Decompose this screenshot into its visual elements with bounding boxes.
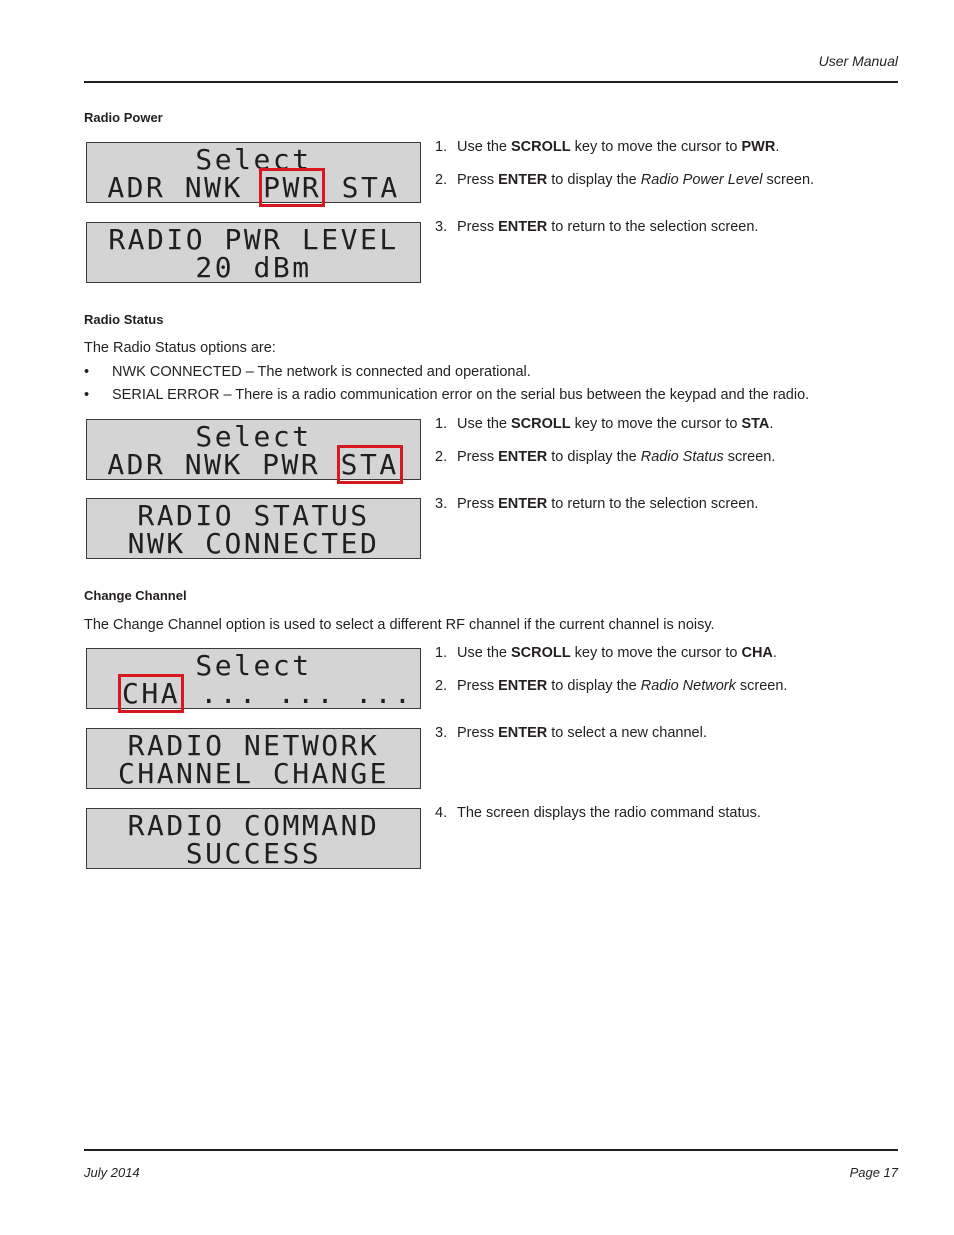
lcd-text: ... ... ... bbox=[181, 677, 414, 710]
lcd-line-1: RADIO COMMAND bbox=[127, 809, 380, 842]
lcd-line-2: SUCCESS bbox=[185, 837, 322, 870]
step-item: 3. Press ENTER to select a new channel. bbox=[435, 725, 707, 741]
list-item: • SERIAL ERROR – There is a radio communication error on the serial bus between the keypad and the radio. bbox=[84, 387, 810, 403]
step-item: 1. Use the SCROLL key to move the cursor to PWR. bbox=[435, 139, 780, 155]
header-rule bbox=[84, 81, 898, 83]
lcd-line-1: Select bbox=[195, 420, 312, 453]
list-item: • NWK CONNECTED – The network is connected and operational. bbox=[84, 364, 531, 380]
step-item: 1. Use the SCROLL key to move the cursor to CHA. bbox=[435, 645, 777, 661]
cursor-highlight-cha: CHA bbox=[122, 677, 181, 710]
lcd-line-1: RADIO PWR LEVEL bbox=[108, 223, 399, 256]
footer-date: July 2014 bbox=[84, 1165, 140, 1180]
lcd-screen-select-pwr bbox=[86, 142, 421, 203]
cursor-highlight-pwr: PWR bbox=[263, 171, 322, 204]
lcd-line-1: RADIO STATUS bbox=[137, 499, 370, 532]
lcd-screen-select-sta bbox=[86, 419, 421, 480]
paragraph-intro: The Radio Status options are: bbox=[84, 340, 276, 356]
document-header-title: User Manual bbox=[818, 53, 898, 69]
lcd-line-2 bbox=[87, 171, 420, 204]
section-title-radio-status: Radio Status bbox=[84, 312, 164, 327]
lcd-screen-radio-status bbox=[86, 498, 421, 559]
step-item: 3. Press ENTER to return to the selection screen. bbox=[435, 219, 759, 235]
lcd-line-1: Select bbox=[195, 649, 312, 682]
lcd-text: ADR NWK PWR bbox=[107, 448, 340, 481]
lcd-text: ADR NWK bbox=[107, 171, 263, 204]
lcd-line-2 bbox=[87, 448, 420, 481]
step-item: 2. Press ENTER to display the Radio Status screen. bbox=[435, 449, 776, 465]
lcd-screen-radio-pwr-level bbox=[86, 222, 421, 283]
lcd-line-2: NWK CONNECTED bbox=[127, 527, 380, 560]
cursor-highlight-sta: STA bbox=[340, 448, 399, 481]
footer-rule bbox=[84, 1149, 898, 1151]
step-item: 2. Press ENTER to display the Radio Network screen. bbox=[435, 678, 788, 694]
lcd-screen-radio-command bbox=[86, 808, 421, 869]
section-title-change-channel: Change Channel bbox=[84, 588, 187, 603]
step-item: 4. The screen displays the radio command status. bbox=[435, 805, 761, 821]
lcd-screen-radio-network bbox=[86, 728, 421, 789]
lcd-screen-select-cha bbox=[86, 648, 421, 709]
lcd-line-2 bbox=[87, 677, 420, 710]
lcd-line-2: 20 dBm bbox=[195, 251, 312, 284]
page-number: Page 17 bbox=[849, 1165, 898, 1180]
lcd-line-1: Select bbox=[195, 143, 312, 176]
lcd-line-2: CHANNEL CHANGE bbox=[117, 757, 389, 790]
lcd-line-1: RADIO NETWORK bbox=[127, 729, 380, 762]
step-item: 1. Use the SCROLL key to move the cursor to STA. bbox=[435, 416, 774, 432]
lcd-text: STA bbox=[322, 171, 400, 204]
paragraph-intro: The Change Channel option is used to select a different RF channel if the current channel is noisy. bbox=[84, 617, 715, 633]
section-title-radio-power: Radio Power bbox=[84, 110, 163, 125]
step-item: 2. Press ENTER to display the Radio Power Level screen. bbox=[435, 172, 815, 188]
step-item: 3. Press ENTER to return to the selection screen. bbox=[435, 496, 759, 512]
